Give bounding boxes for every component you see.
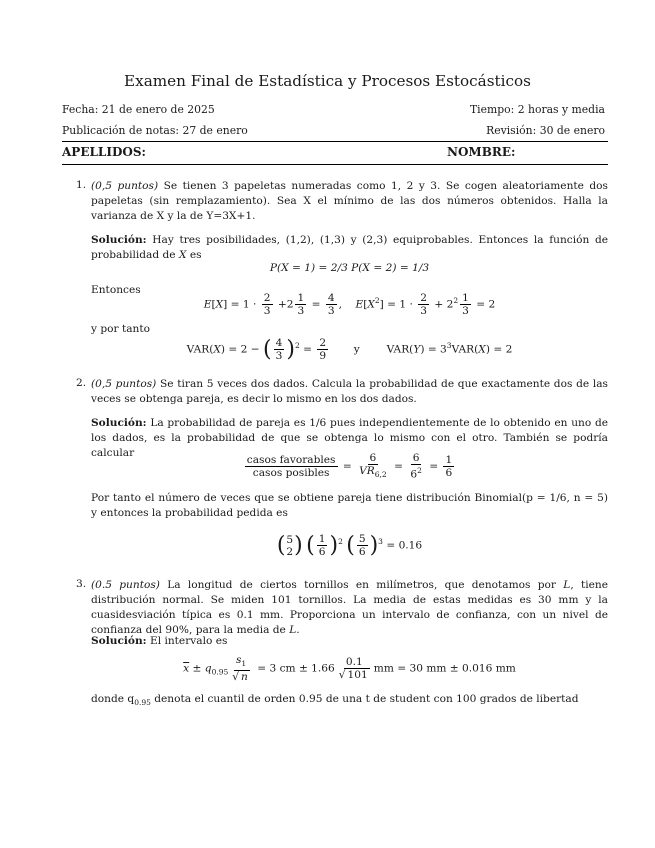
question-1-number: 1. <box>76 179 87 191</box>
solution-1-y-por-tanto: y por tanto <box>91 323 150 335</box>
solution-1-label: Solución: <box>91 234 147 246</box>
solution-2-value: = 0.16 <box>386 539 423 552</box>
solution-3-donde-a: donde q <box>91 693 135 705</box>
solution-2-binomial-text: Por tanto el número de veces que se obtiene pareja tiene distribución Binomial(p = 1/6, n = 5) y entonces la probabilidad pedida es <box>91 492 608 519</box>
review-date: Revisión: 30 de enero <box>486 124 605 137</box>
solution-1-body-b: es <box>186 249 202 261</box>
solution-3-text <box>91 634 608 649</box>
question-2-text <box>91 377 608 407</box>
solution-1-prob-function: P(X = 1) = 2/3 P(X = 2) = 1/3 <box>269 262 430 274</box>
question-3-points: (0.5 puntos) <box>91 579 160 591</box>
question-3-var-l-2: L <box>289 624 297 636</box>
exam-date: Fecha: 21 de enero de 2025 <box>62 103 215 116</box>
solution-1-expectations: E[X] = 1 · $\frac{2}{3}$ +2 $\frac{1}{3}$ = $\frac{4}{3}$ , $E[X^2] = 1$ · $\frac{2}{3}$ + $2^2$ $\frac{1}{3}$ = 2 <box>203 292 496 317</box>
possible-cases: casos posibles <box>252 467 330 480</box>
question-3-body-a: La longitud de ciertos tornillos en milímetros, que denotamos por <box>159 579 564 591</box>
question-3-number: 3. <box>76 578 87 590</box>
solution-3-donde-rest: denota el cuantil de orden 0.95 de una t de student con 100 grados de libertad <box>150 693 579 705</box>
favorable-cases: casos favorables <box>246 454 336 467</box>
question-1-text <box>91 179 608 224</box>
page-title: Examen Final de Estadística y Procesos Estocásticos <box>124 72 531 90</box>
solution-1-body-a: Hay tres posibilidades, (1,2), (1,3) y (2,3) equiprobables. Entonces la función de probabilidad de <box>91 234 608 261</box>
solution-2-result: ( 5 2 ) ( $\frac{1}{6}$ )$^2$ ( $\frac{5}{6}$ )$^3$ = 0.16 <box>276 533 423 558</box>
question-2-number: 2. <box>76 377 87 389</box>
question-3-body-b: , tiene distribución normal. Se miden 101 tornillos. La media de estas medidas es 30 mm y la cuasidesviación típica es 0.1 mm. Proporciona un intervalo de confianza, con un nivel de confianza del 90%, para la media de <box>91 579 608 636</box>
solution-1-variances: VAR(X) = 2 − ( $\frac{4}{3}$ )$^2$ = $\frac{2}{9}$ y $VAR(Y) = 3^3VAR(X) = 2$ <box>186 337 513 362</box>
header-rule-bottom <box>62 164 608 165</box>
question-3-text <box>91 578 608 638</box>
solution-3-interval: $\overline{x} \pm q_{0.95}$ $\frac{s_1}{√ n}$ = 3 cm ± 1.66 $\frac{0.1}{√ 101}$ mm = 30 mm ± 0.016 mm <box>183 654 516 684</box>
question-1-points: (0,5 puntos) <box>91 180 159 192</box>
question-3-var-l: L <box>563 579 571 591</box>
solution-2-label: Solución: <box>91 417 147 429</box>
solution-1-entonces: Entonces <box>91 284 141 296</box>
question-3-body-c: . <box>296 624 300 636</box>
name-label: NOMBRE: <box>447 145 516 159</box>
header-rule-top <box>62 141 608 142</box>
solution-2-body: La probabilidad de pareja es 1/6 pues independientemente de lo obtenido en uno de los dados, es la probabilidad de que se obtenga lo mismo con el otro. También se podría calcular <box>91 417 608 459</box>
solution-3-donde <box>91 693 579 707</box>
exam-duration: Tiempo: 2 horas y media <box>469 103 605 116</box>
question-2-points: (0,5 puntos) <box>91 378 157 390</box>
surname-label: APELLIDOS: <box>62 145 146 159</box>
solution-3-label: Solución: <box>91 635 147 647</box>
grades-publication: Publicación de notas: 27 de enero <box>62 124 248 137</box>
solution-1-text <box>91 233 608 263</box>
solution-3-body: El intervalo es <box>146 635 228 647</box>
solution-1-var: X <box>178 249 187 261</box>
solution-3-donde-sub: 0.95 <box>134 698 151 708</box>
question-1-body: Se tienen 3 papeletas numeradas como 1, 2 y 3. Se cogen aleatoriamente dos papeletas (sin remplazamiento). Sea X el mínimo de las dos números obtenidos. Halla la varianza de X y la de Y=3X+1. <box>91 180 608 222</box>
solution-2-fraction: $\frac{\text{casos favorables}}{\text{casos posibles}}$ = $\frac{6}{VR_{6,2}}$ = $\frac{6}{6^2}$ = $\frac{1}{6}$ <box>246 452 453 481</box>
question-2-body: Se tiran 5 veces dos dados. Calcula la probabilidad de que exactamente dos de las veces se obtenga pareja, es decir lo mismo en los dos dados. <box>91 378 608 405</box>
